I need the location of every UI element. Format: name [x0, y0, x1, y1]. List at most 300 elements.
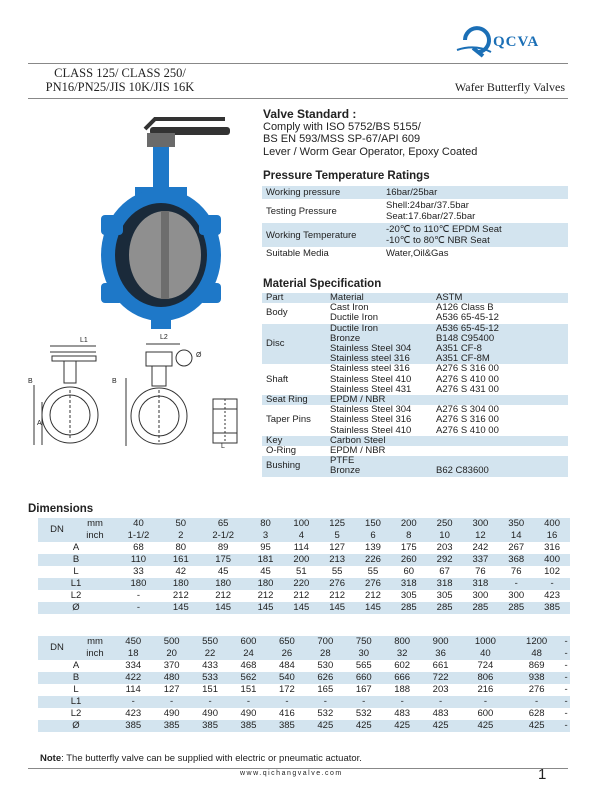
dn-inch-cell: 48 — [511, 648, 562, 660]
dn-mm-cell: 300 — [463, 518, 499, 530]
dim-cell: - — [152, 696, 190, 708]
material-part: O-Ring — [266, 445, 297, 457]
material-astm — [432, 303, 568, 323]
label-b-gear: B — [112, 378, 117, 385]
dim-cell: 305 — [436, 590, 453, 601]
dim-cell: 666 — [383, 672, 421, 684]
dim-cell: - — [114, 602, 163, 614]
material-line: Stainless steel 316 — [330, 363, 410, 375]
dn-mm-cell: 450 — [114, 636, 152, 648]
table-row — [38, 566, 570, 578]
dim-cell: 276 — [355, 578, 391, 590]
dim-cell: 540 — [268, 672, 306, 684]
dim-cell: 45 — [217, 566, 229, 577]
dim-cell: 425 — [345, 720, 383, 732]
table-row — [38, 554, 570, 566]
dn-label: DN — [38, 518, 76, 542]
dim-cell: 530 — [317, 660, 334, 671]
dn-inch-cell: 14 — [498, 530, 534, 542]
dn-inch-cell: 26 — [268, 648, 306, 660]
pressure-key: Working Temperature — [262, 223, 382, 247]
dim-cell: 102 — [544, 566, 560, 577]
dn-mm-cell: 200 — [391, 518, 427, 530]
dn-mm-cell: 650 — [268, 636, 306, 648]
material-line: Stainless Steel 410 — [330, 373, 412, 385]
dim-cell: 869 — [528, 660, 545, 671]
dn-inch-cell: 24 — [229, 648, 267, 660]
dn-mm-cell: 100 — [283, 518, 319, 530]
header-standards-line2: PN16/PN25/JIS 10K/JIS 16K — [45, 80, 195, 94]
dim-cell: 33 — [133, 566, 144, 577]
material-title: Material Specification — [263, 278, 382, 290]
unit-inch: inch — [76, 648, 114, 660]
table-row — [262, 186, 568, 199]
dn-inch-cell: - — [562, 648, 570, 660]
dim-cell: 423 — [125, 708, 142, 719]
dim-cell: - — [564, 708, 568, 719]
material-astm — [432, 436, 568, 446]
dim-cell: - — [511, 696, 562, 708]
dn-mm-cell: 550 — [191, 636, 229, 648]
dim-cell: 76 — [475, 566, 486, 577]
dim-cell: 385 — [229, 720, 267, 732]
material-line: Stainless Steel 304 — [330, 404, 412, 416]
dim-cell: - — [562, 696, 570, 708]
dim-cell: 276 — [319, 578, 355, 590]
pressure-value: Shell:24bar/37.5bar Seat:17.6bar/27.5bar — [386, 200, 476, 222]
dim-cell: 242 — [472, 542, 489, 553]
row-label: A — [72, 660, 80, 671]
dim-cell: 285 — [427, 602, 463, 614]
unit-mm: mm — [76, 518, 114, 530]
dim-cell: 80 — [175, 542, 187, 553]
dn-mm-cell: 600 — [229, 636, 267, 648]
astm-line: A276 S 431 00 — [436, 383, 499, 395]
dn-inch-row — [38, 648, 570, 660]
material-line: Cast Iron — [330, 302, 369, 314]
material-name — [326, 405, 432, 436]
material-name — [326, 303, 432, 323]
dn-mm-cell: 250 — [427, 518, 463, 530]
row-label: B — [38, 554, 114, 566]
dim-cell: 626 — [306, 672, 344, 684]
pressure-key: Working pressure — [262, 186, 382, 199]
label-b: B — [28, 378, 33, 385]
dim-cell: 806 — [460, 672, 511, 684]
material-line: EPDM / NBR — [330, 394, 386, 406]
material-line: Carbon Steel — [330, 434, 386, 446]
dim-cell: 151 — [202, 684, 218, 695]
dn-inch-cell: 1-1/2 — [114, 530, 163, 542]
table-row — [38, 708, 570, 720]
dim-cell: 468 — [240, 660, 257, 671]
dim-cell: 490 — [240, 708, 257, 719]
col-part: Part — [262, 293, 326, 303]
valve-side-drawing — [205, 395, 245, 450]
dn-mm-cell: - — [562, 636, 570, 648]
table-header — [262, 293, 568, 303]
dim-cell: - — [229, 696, 267, 708]
row-label: L — [73, 684, 79, 695]
dim-cell: 484 — [278, 660, 295, 671]
dim-cell: 422 — [114, 672, 152, 684]
dim-cell: 628 — [528, 708, 545, 719]
table-row — [38, 602, 570, 614]
material-part: Shaft — [266, 373, 289, 385]
valve-standard-line: BS EN 593/MSS SP-67/API 609 — [263, 133, 421, 145]
dim-cell: - — [564, 660, 568, 671]
material-name — [326, 364, 432, 395]
dim-cell: 200 — [283, 554, 319, 566]
dim-cell: 172 — [278, 684, 295, 695]
dim-cell: - — [421, 696, 459, 708]
dim-cell: 337 — [463, 554, 499, 566]
dim-cell: 285 — [498, 602, 534, 614]
dim-cell: 145 — [319, 602, 355, 614]
dim-cell: 145 — [163, 602, 199, 614]
table-row — [262, 436, 568, 446]
dn-inch-cell: 2-1/2 — [199, 530, 248, 542]
astm-line: A536 65-45-12 — [436, 322, 499, 334]
dim-cell: 145 — [199, 602, 248, 614]
table-row — [38, 684, 570, 696]
dn-inch-cell: 20 — [152, 648, 190, 660]
dim-cell: 181 — [248, 554, 284, 566]
table-row — [262, 456, 568, 476]
dim-cell: 55 — [331, 566, 343, 577]
dim-cell: 425 — [421, 720, 459, 732]
dim-cell: 416 — [278, 708, 295, 719]
valve-standard-line: Comply with ISO 5752/BS 5155/ — [263, 120, 421, 133]
dn-inch-cell: 40 — [460, 648, 511, 660]
dn-inch-cell: 2 — [163, 530, 199, 542]
note — [40, 753, 362, 764]
dim-cell: 151 — [240, 684, 257, 695]
table-row — [262, 223, 568, 247]
pressure-key: Testing Pressure — [266, 205, 337, 217]
dn-inch-row — [38, 530, 570, 542]
dim-cell: 532 — [355, 708, 372, 719]
dim-cell: 385 — [191, 720, 229, 732]
material-line: Stainless steel 316 — [330, 353, 410, 365]
dim-cell: - — [114, 696, 152, 708]
dim-cell: 212 — [215, 590, 232, 601]
material-line: Stainless Steel 304 — [330, 343, 412, 355]
label-phi: Ø — [196, 352, 202, 359]
note-text: : The butterfly valve can be supplied with electric or pneumatic actuator. — [61, 753, 362, 764]
astm-line: B62 C83600 — [436, 465, 489, 477]
dim-cell: 42 — [175, 566, 187, 577]
dim-cell: 565 — [355, 660, 372, 671]
dn-label: DN — [38, 636, 76, 660]
dim-cell: 180 — [248, 578, 284, 590]
astm-line: A276 S 304 00 — [436, 404, 499, 416]
dn-inch-cell: 16 — [534, 530, 570, 542]
material-line: Ductile Iron — [330, 322, 379, 334]
header-rule-bottom — [28, 98, 568, 99]
dim-cell: 533 — [191, 672, 229, 684]
material-line: Stainless Steel 316 — [330, 414, 412, 426]
header-rule-top — [28, 63, 568, 64]
dn-inch-cell: 30 — [345, 648, 383, 660]
dim-cell: - — [534, 578, 570, 590]
dim-cell: 260 — [391, 554, 427, 566]
dim-cell: 213 — [319, 554, 355, 566]
dn-mm-cell: 400 — [534, 518, 570, 530]
dim-cell: - — [136, 590, 141, 601]
header-product-name: Wafer Butterfly Valves — [454, 80, 565, 94]
dim-cell: 145 — [283, 602, 319, 614]
dimensions-table-2 — [38, 636, 570, 732]
dim-cell: 300 — [472, 590, 489, 601]
dimensions-table-1 — [38, 518, 570, 614]
valve-standard — [263, 108, 563, 158]
dim-cell: 203 — [436, 542, 453, 553]
dim-cell: 216 — [477, 684, 494, 695]
dn-inch-cell: 5 — [319, 530, 355, 542]
valve-photo — [95, 115, 245, 335]
dim-cell: 95 — [260, 542, 271, 553]
dim-cell: 425 — [306, 720, 344, 732]
dn-mm-cell: 80 — [248, 518, 284, 530]
row-label: Ø — [38, 602, 114, 614]
dn-inch-cell: 36 — [421, 648, 459, 660]
dn-inch-cell: 4 — [283, 530, 319, 542]
table-row — [38, 696, 570, 708]
astm-line: A351 CF-8 — [436, 343, 482, 355]
dim-cell: - — [564, 684, 568, 695]
unit-mm: mm — [76, 636, 114, 648]
pressure-table — [262, 186, 568, 260]
dim-cell: 370 — [163, 660, 180, 671]
astm-line — [436, 436, 564, 446]
dim-cell: 385 — [534, 602, 570, 614]
table-row — [262, 199, 568, 223]
table-row — [38, 590, 570, 602]
material-line: Ductile Iron — [330, 312, 379, 324]
material-line: Bronze — [330, 332, 361, 344]
row-label: L1 — [38, 578, 114, 590]
material-part: Disc — [262, 324, 326, 365]
unit-inch: inch — [76, 530, 114, 542]
material-astm — [432, 446, 568, 456]
astm-line: A126 Class B — [436, 302, 494, 314]
dim-cell: 276 — [528, 684, 545, 695]
row-label: L2 — [70, 590, 82, 601]
dim-cell: 490 — [202, 708, 218, 719]
material-astm — [432, 405, 568, 436]
dim-cell: 385 — [114, 720, 152, 732]
dim-cell: 660 — [345, 672, 383, 684]
dn-mm-cell: 150 — [355, 518, 391, 530]
dim-cell: 89 — [217, 542, 229, 553]
dim-cell: 661 — [432, 660, 449, 671]
dim-cell: 55 — [367, 566, 379, 577]
dn-inch-cell: 12 — [463, 530, 499, 542]
material-astm — [432, 324, 568, 365]
dim-cell: 602 — [394, 660, 411, 671]
dim-cell: 600 — [477, 708, 494, 719]
dim-cell: 483 — [394, 708, 411, 719]
pressure-value: Water,Oil&Gas — [386, 248, 449, 259]
valve-standard-line: Lever / Worm Gear Operator, Epoxy Coated — [263, 145, 478, 158]
dim-cell: 400 — [534, 554, 570, 566]
dim-cell: 139 — [365, 542, 381, 553]
table-row — [262, 247, 568, 260]
dim-cell: 212 — [365, 590, 381, 601]
row-label: A — [72, 542, 80, 553]
dim-cell: 722 — [421, 672, 459, 684]
dim-cell: 110 — [114, 554, 163, 566]
table-row — [262, 395, 568, 405]
valve-front-drawing — [28, 340, 108, 455]
label-l1: L1 — [80, 337, 88, 344]
dim-cell: 60 — [403, 566, 415, 577]
valve-standard-title: Valve Standard : — [263, 107, 357, 121]
dim-cell: 385 — [268, 720, 306, 732]
dim-cell: 292 — [427, 554, 463, 566]
dim-cell: 68 — [133, 542, 144, 553]
dn-mm-row — [38, 636, 570, 648]
dim-cell: - — [383, 696, 421, 708]
table-row — [38, 578, 570, 590]
material-table — [262, 293, 568, 477]
row-label: L1 — [38, 696, 114, 708]
material-line: Bronze — [330, 465, 361, 477]
dn-mm-cell: 1000 — [460, 636, 511, 648]
dim-cell: 161 — [163, 554, 199, 566]
header-standards — [30, 66, 210, 94]
header-standards-line1: CLASS 125/ CLASS 250/ — [54, 66, 186, 80]
logo-text: QCVA — [493, 34, 540, 50]
dim-cell: 114 — [293, 542, 309, 553]
dn-mm-cell: 125 — [319, 518, 355, 530]
material-line: Stainless Steel 431 — [330, 383, 412, 395]
dim-cell: 165 — [317, 684, 334, 695]
dim-cell: 145 — [248, 602, 284, 614]
dn-mm-cell: 750 — [345, 636, 383, 648]
dim-cell: - — [498, 578, 534, 590]
dim-cell: 318 — [427, 578, 463, 590]
table-row — [38, 720, 570, 732]
dn-mm-cell: 800 — [383, 636, 421, 648]
dim-cell: 285 — [463, 602, 499, 614]
dim-cell: 267 — [508, 542, 525, 553]
dim-cell: 562 — [229, 672, 267, 684]
astm-line — [436, 446, 564, 456]
dim-cell: 127 — [329, 542, 346, 553]
dim-cell: 180 — [114, 578, 163, 590]
dim-cell: - — [191, 696, 229, 708]
dim-cell: 938 — [511, 672, 562, 684]
dim-cell: 127 — [163, 684, 180, 695]
dim-cell: 212 — [172, 590, 189, 601]
astm-line: A536 65-45-12 — [436, 312, 499, 324]
dim-cell: 175 — [199, 554, 248, 566]
dim-cell: 175 — [400, 542, 417, 553]
material-name — [326, 324, 432, 365]
dn-mm-cell: 700 — [306, 636, 344, 648]
table-row — [262, 324, 568, 365]
dim-cell: 188 — [394, 684, 411, 695]
dn-mm-cell: 500 — [152, 636, 190, 648]
dn-inch-cell: 8 — [391, 530, 427, 542]
valve-gear-drawing — [112, 338, 202, 455]
dim-cell: - — [562, 672, 570, 684]
dim-cell: 490 — [163, 708, 180, 719]
dim-cell: - — [562, 720, 570, 732]
dim-cell: 423 — [544, 590, 560, 601]
dim-cell: 220 — [283, 578, 319, 590]
table-row — [262, 303, 568, 323]
dim-cell: 212 — [293, 590, 310, 601]
dimensions-title: Dimensions — [28, 503, 94, 515]
dim-cell: 724 — [477, 660, 494, 671]
dn-mm-cell: 40 — [114, 518, 163, 530]
row-label: B — [38, 672, 114, 684]
dim-cell: 300 — [508, 590, 525, 601]
material-astm — [432, 456, 568, 476]
material-part: Bushing — [262, 456, 326, 476]
dim-cell: 425 — [511, 720, 562, 732]
note-label: Note — [40, 753, 62, 764]
material-part: Body — [266, 307, 288, 319]
material-astm — [432, 364, 568, 395]
row-label: Ø — [38, 720, 114, 732]
dim-cell: 305 — [400, 590, 417, 601]
row-label: L — [73, 566, 79, 577]
label-l2: L2 — [160, 334, 168, 341]
dn-inch-cell: 10 — [427, 530, 463, 542]
dn-inch-cell: 32 — [383, 648, 421, 660]
dim-cell: 318 — [391, 578, 427, 590]
dim-cell: 483 — [432, 708, 449, 719]
dn-mm-cell: 350 — [498, 518, 534, 530]
dn-inch-cell: 6 — [355, 530, 391, 542]
dim-cell: 45 — [260, 566, 271, 577]
dim-cell: 433 — [202, 660, 218, 671]
dim-cell: 425 — [460, 720, 511, 732]
dim-cell: 180 — [199, 578, 248, 590]
dim-cell: 180 — [163, 578, 199, 590]
dim-cell: 145 — [355, 602, 391, 614]
dn-mm-cell: 900 — [421, 636, 459, 648]
pressure-title: Pressure Temperature Ratings — [263, 170, 430, 182]
col-astm: ASTM — [432, 293, 568, 303]
dim-cell: 167 — [355, 684, 372, 695]
dn-mm-row — [38, 518, 570, 530]
astm-line: B148 C95400 — [436, 332, 495, 344]
row-label: L2 — [70, 708, 82, 719]
material-line: Stainless Steel 410 — [330, 424, 412, 436]
dim-cell: 318 — [463, 578, 499, 590]
dim-cell: 532 — [317, 708, 334, 719]
table-row — [38, 542, 570, 554]
dim-cell: 316 — [544, 542, 560, 553]
footer-rule — [28, 768, 568, 769]
dn-inch-cell: 3 — [248, 530, 284, 542]
astm-line: A276 S 410 00 — [436, 373, 499, 385]
dim-cell: - — [268, 696, 306, 708]
col-material: Material — [326, 293, 432, 303]
label-a: A — [37, 420, 42, 427]
pressure-value: -20℃ to 110℃ EPDM Seat -10℃ to 80℃ NBR Seat — [382, 223, 568, 247]
material-part: Key — [262, 436, 326, 446]
astm-line: A276 S 316 00 — [436, 414, 499, 426]
material-name — [326, 456, 432, 476]
dn-inch-cell: 22 — [191, 648, 229, 660]
pressure-value: 16bar/25bar — [382, 186, 568, 199]
